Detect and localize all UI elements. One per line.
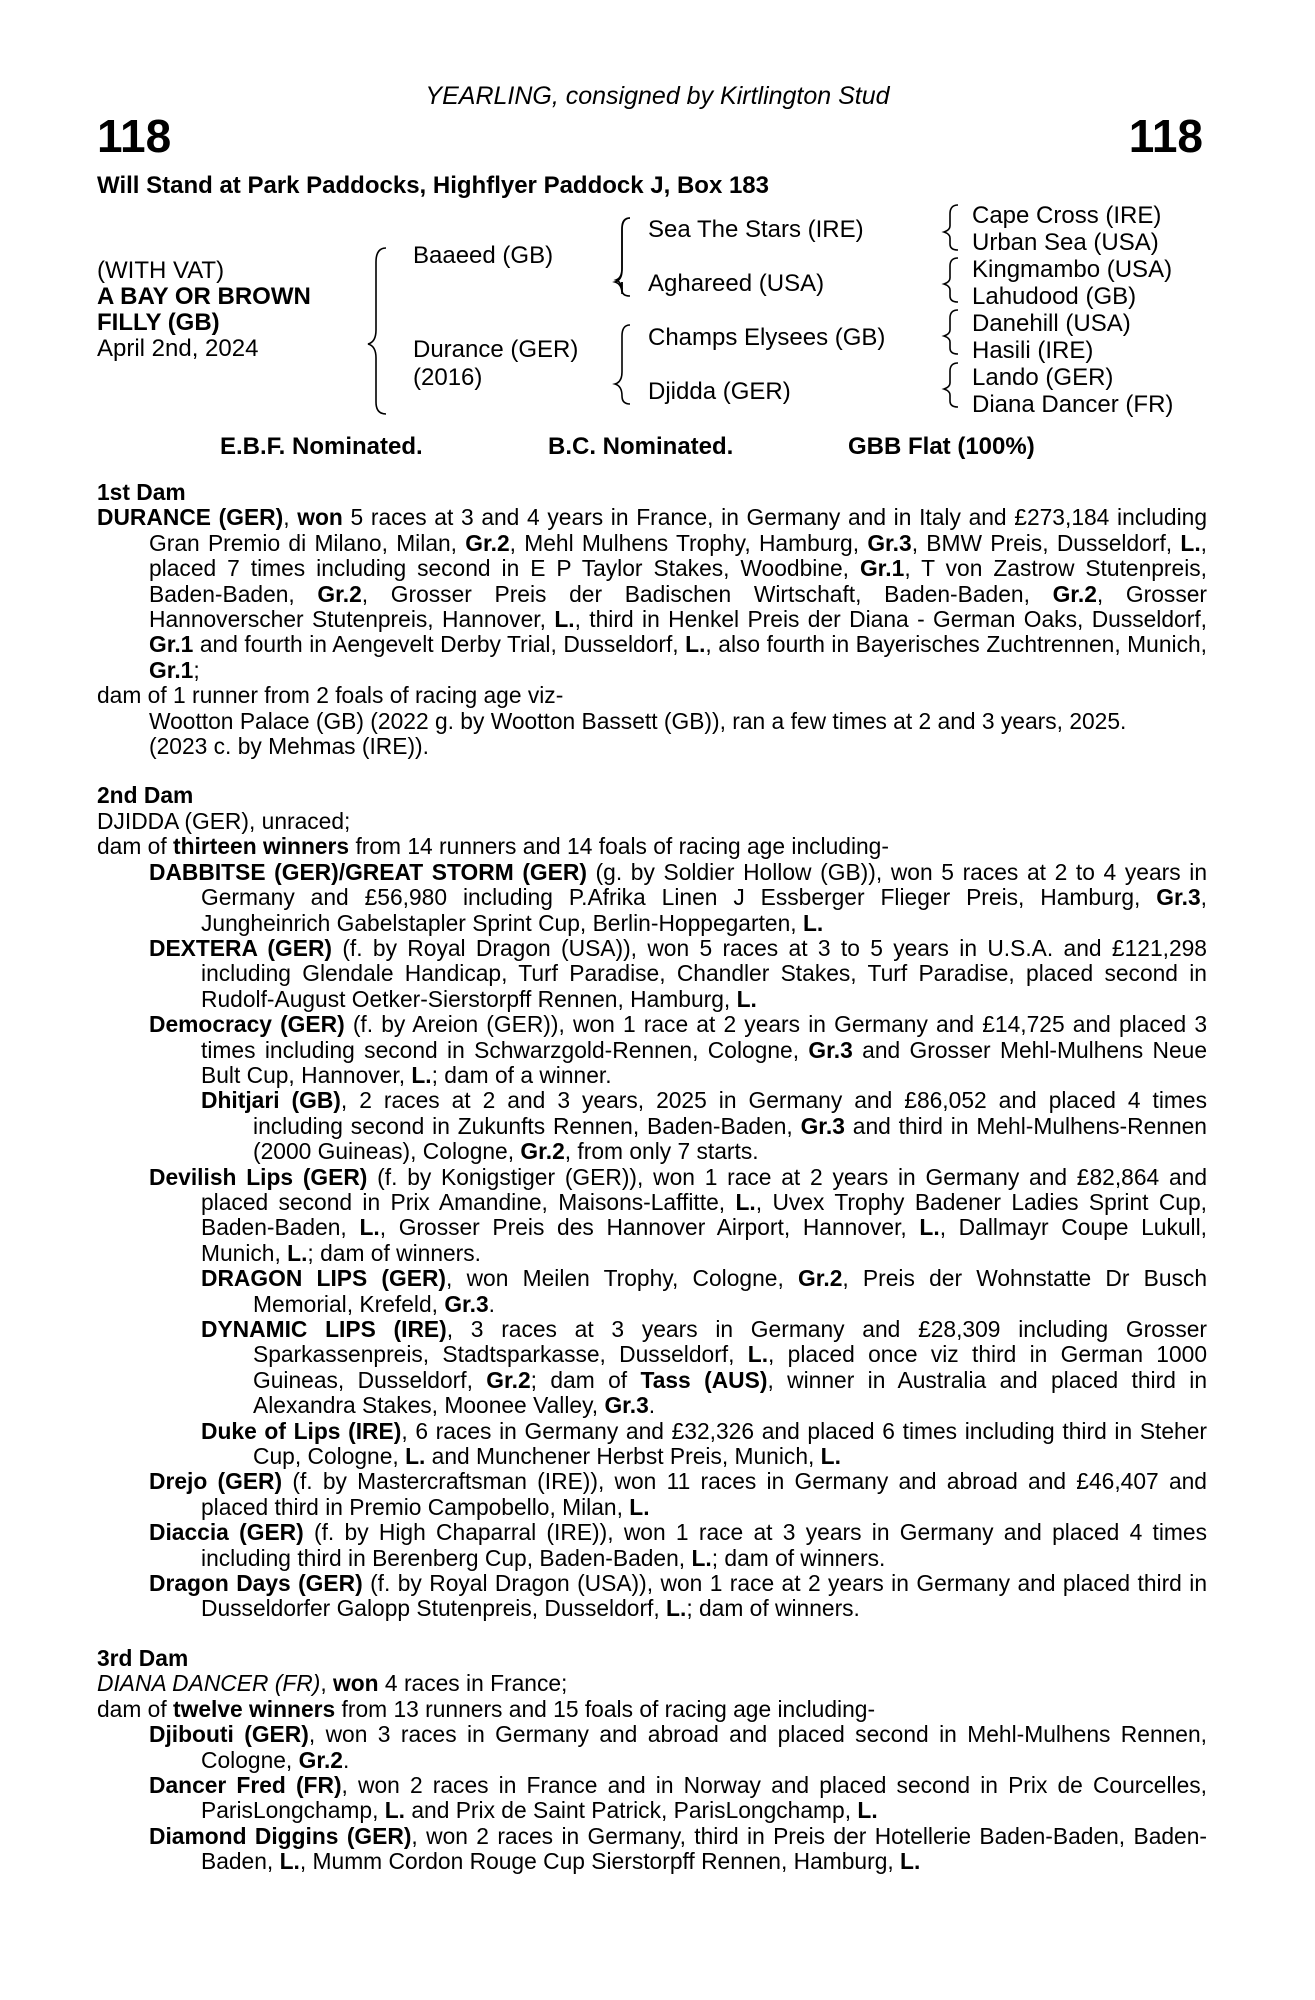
sd-p5-1: (f. by Mastercraftsman (IRE)), won 11 races in Germany and abroad and £46,407 and placed third in Premio Campobello, Milan,	[201, 1468, 1207, 1520]
sd-p3-0: Democracy (GER)	[149, 1011, 345, 1038]
sd-p3a-0: Dhitjari (GB)	[201, 1087, 341, 1114]
third-dam-rest: 4 races in France;	[378, 1670, 568, 1697]
second-dam-produce-7	[149, 1571, 1207, 1622]
catalogue-body	[97, 480, 1207, 1875]
pedigree-g8: Diana Dancer (FR)	[972, 391, 1174, 418]
sd-p1-1: (g. by Soldier Hollow (GB)), won 5 races at 2 to 4 years in Germany and £56,980 including P.Afrika Linen J Essberger Flieger Preis, Hamburg,	[201, 858, 1207, 911]
first-dam-entry: DURANCE (GER), won 5 races at 3 and 4 years in France, in Germany and in Italy and £273,184 including Gran Premio di Milano, Milan, Gr.2, Mehl Mulhens Trophy, Hamburg, Gr.3, BMW Preis, Dusseldorf, L., placed 7 times including second in E P Taylor Stakes, Woodbine, Gr.1, T von Zastrow Stutenpreis, Baden-Baden, Gr.2, Grosser Preis der Badischen Wirtschaft, Baden-Baden, Gr.2, Grosser Hannoverscher Stutenpreis, Hannover, L., third in Henkel Preis der Diana - German Oaks, Dusseldorf, Gr.1 and fourth in Aengevelt Derby Trial, Dusseldorf, L., also fourth in Bayerisches Zuchtrennen, Munich, Gr.1;	[97, 504, 1208, 683]
sd-p3a-4: Gr.2	[520, 1138, 565, 1165]
lot-number-right: 118	[1128, 110, 1203, 162]
sd-p2-1: (f. by Royal Dragon (USA)), won 5 races at 3 to 5 years in U.S.A. and £121,298 including Glendale Handicap, Turf Paradise, Chandler Stakes, Turf Paradise, placed second in Rudolf-August Oetker-Sierstorpff Rennen, Hamburg,	[201, 934, 1207, 1012]
sd-p2-0: DEXTERA (GER)	[149, 934, 332, 961]
fd-t0: 5 races at 3 and 4 years in France, in Germany and in Italy and £273,184 including Gran Premio di Milano, Milan,	[149, 504, 1208, 556]
sd-dam-of-a: dam of	[97, 833, 174, 860]
third-dam-produce-1	[149, 1722, 1207, 1773]
pedigree-dam-sire: Champs Elysees (GB)	[648, 324, 886, 351]
sd-p4-7: , Dallmayr Coupe Lukull, Munich,	[201, 1214, 1208, 1266]
fd-t6: , placed 7 times including second in E P Taylor Stakes, Woodbine,	[149, 529, 1207, 582]
td-p1-3: .	[342, 1746, 350, 1773]
pedigree-g2: Urban Sea (USA)	[972, 229, 1159, 256]
third-dam-dam-of	[97, 1697, 1207, 1722]
sd-p5-0: Drejo (GER)	[149, 1468, 283, 1495]
second-dam-dam-of	[97, 834, 1207, 859]
td-p1-2: Gr.2	[298, 1746, 343, 1773]
first-dam-progeny-1: Wootton Palace (GB) (2022 g. by Wootton Bassett (GB)), ran a few times at 2 and 3 years, 2025.	[149, 707, 1127, 734]
sd-p4a-0: DRAGON LIPS (GER)	[201, 1265, 447, 1292]
pedigree-g3: Kingmambo (USA)	[972, 256, 1173, 283]
fd-t7: Gr.1	[859, 555, 905, 582]
td-p3-0: Diamond Diggins (GER)	[149, 1822, 412, 1849]
bc-nominated: B.C. Nominated.	[548, 433, 734, 460]
sd-dam-of-c: from 14 runners and 14 foals of racing age including-	[349, 833, 889, 860]
sd-p4-0: Devilish Lips (GER)	[149, 1163, 368, 1190]
td-dam-of-a: dam of	[97, 1695, 174, 1722]
sd-p4c-2: L.	[405, 1443, 426, 1470]
sd-p4b-6: Tass (AUS)	[640, 1366, 768, 1393]
sd-p2-2: L.	[736, 985, 757, 1012]
sd-p6-0: Diaccia (GER)	[149, 1519, 304, 1546]
fd-t2: , Mehl Mulhens Trophy, Hamburg,	[509, 529, 868, 556]
pedigree-dam-dam: Djidda (GER)	[648, 378, 791, 405]
sd-p4b-3: , placed once viz third in German 1000 Guineas, Dusseldorf,	[253, 1341, 1207, 1393]
sd-p4b-9: .	[648, 1392, 656, 1419]
pedigree-g5: Danehill (USA)	[972, 310, 1131, 337]
sd-p1-3: , Jungheinrich Gabelstapler Sprint Cup, Berlin-Hoppegarten,	[201, 884, 1207, 936]
sd-p4-4: L.	[359, 1214, 380, 1241]
fd-t19: Gr.1	[149, 656, 194, 683]
sd-p7-2: L.	[666, 1595, 687, 1622]
sd-p3-1: (f. by Areion (GER)), won 1 race at 2 years in Germany and £14,725 and placed 3 times including second in Schwarzgold-Rennen, Cologne,	[201, 1011, 1207, 1063]
sd-p4b-1: , 3 races at 3 years in Germany and £28,309 including Grosser Sparkassenpreis, Stadtsparkasse, Dusseldorf,	[253, 1316, 1207, 1368]
td-dam-of-c: from 13 runners and 15 foals of racing age including-	[335, 1695, 876, 1722]
sd-p7-1: (f. by Royal Dragon (USA)), won 1 race at 2 years in Germany and placed third in Dusseldorfer Galopp Stutenpreis, Dusseldorf,	[201, 1570, 1207, 1622]
third-dam-produce-3	[149, 1824, 1207, 1875]
sd-p1-0: DABBITSE (GER)/GREAT STORM (GER)	[149, 858, 587, 885]
third-dam-title: 3rd Dam	[97, 1644, 189, 1671]
pedigree-sire-dam: Aghareed (USA)	[648, 270, 825, 297]
fd-t8: , T von Zastrow Stutenpreis, Baden-Baden,	[149, 555, 1208, 607]
vat-note: (WITH VAT)	[97, 257, 225, 284]
sd-p3-5: ; dam of a winner.	[431, 1061, 612, 1088]
horse-type-line2: FILLY (GB)	[97, 309, 220, 336]
sd-p1-2: Gr.3	[1156, 884, 1201, 911]
first-dam-name: DURANCE (GER)	[97, 504, 284, 531]
fd-t12: , Grosser Hannoverscher Stutenpreis, Hannover,	[149, 580, 1207, 633]
fd-t5: L.	[1180, 529, 1201, 556]
fd-t9: Gr.2	[317, 580, 362, 607]
sd-p4c-1: , 6 races in Germany and £32,326 and placed 6 times including third in Steher Cup, Cologne,	[253, 1417, 1207, 1470]
first-dam-won: won	[297, 504, 343, 531]
sd-p4a-5: .	[488, 1290, 496, 1317]
third-dam-name-line: DIANA DANCER (FR), won 4 races in France;	[97, 1670, 568, 1697]
pedigree-g7: Lando (GER)	[972, 364, 1114, 391]
pedigree-dam-year: (2016)	[413, 364, 483, 391]
pedigree-g1: Cape Cross (IRE)	[972, 202, 1162, 229]
second-dam-produce-4c	[201, 1419, 1207, 1470]
fd-t11: Gr.2	[1052, 580, 1097, 607]
sd-p3-3: and Grosser Mehl-Mulhens Neue Bult Cup, Hannover,	[201, 1036, 1207, 1088]
first-dam-dam-of: dam of 1 runner from 2 foals of racing age viz-	[97, 682, 564, 709]
td-p2-4: L.	[857, 1797, 878, 1824]
td-dam-of-b: twelve winners	[173, 1695, 336, 1722]
sd-p4-9: ; dam of winners.	[307, 1239, 482, 1266]
second-dam-produce-3	[149, 1012, 1207, 1088]
sd-p1-4: L.	[802, 909, 824, 936]
lot-number-left: 118	[97, 110, 172, 162]
second-dam-produce-4b	[201, 1317, 1207, 1419]
sd-p4b-7: , winner in Australia and placed third in Alexandra Stakes, Moonee Valley,	[253, 1366, 1208, 1419]
second-dam-produce-4	[149, 1165, 1207, 1267]
third-dam-won: won	[333, 1670, 379, 1697]
sd-p4a-3: , Preis der Wohnstatte Dr Busch Memorial, Krefeld,	[253, 1265, 1207, 1317]
second-dam-title: 2nd Dam	[97, 782, 194, 809]
fd-t3: Gr.3	[867, 529, 912, 556]
sd-p4-8: L.	[287, 1239, 308, 1266]
third-dam-name: DIANA DANCER (FR)	[97, 1670, 321, 1697]
sd-p4b-4: Gr.2	[486, 1366, 531, 1393]
sd-p3a-5: , from only 7 starts.	[564, 1138, 759, 1165]
td-p3-4: L.	[900, 1848, 921, 1875]
first-dam-progeny-2: (2023 c. by Mehmas (IRE)).	[149, 733, 429, 760]
fd-t14: , third in Henkel Preis der Diana - German Oaks, Dusseldorf,	[574, 606, 1207, 633]
sd-p4-2: L.	[735, 1188, 756, 1215]
stand-location: Will Stand at Park Paddocks, Highflyer Paddock J, Box 183	[97, 172, 769, 199]
fd-t4: , BMW Preis, Dusseldorf,	[911, 529, 1181, 556]
sd-p4b-0: DYNAMIC LIPS (IRE)	[201, 1316, 447, 1342]
sd-p4c-0: Duke of Lips (IRE)	[201, 1417, 402, 1444]
td-p2-0: Dancer Fred (FR)	[149, 1771, 342, 1798]
fd-t16: and fourth in Aengevelt Derby Trial, Dusseldorf,	[193, 631, 686, 658]
td-p2-2: L.	[384, 1797, 406, 1824]
sd-p6-3: ; dam of winners.	[711, 1544, 886, 1571]
sd-p3a-2: Gr.3	[800, 1112, 845, 1139]
second-dam-produce-3a	[201, 1088, 1207, 1164]
sd-p3a-1: , 2 races at 2 and 3 years, 2025 in Germany and £86,052 and placed 4 times including second in Zukunfts Rennen, Baden-Baden,	[253, 1087, 1207, 1139]
sd-p7-3: ; dam of winners.	[686, 1595, 860, 1622]
sd-p4b-8: Gr.3	[604, 1392, 649, 1419]
sd-p4-6: L.	[919, 1214, 940, 1241]
sd-p4-1: (f. by Konigstiger (GER)), won 1 race at 2 years in Germany and £82,864 and placed second in Prix Amandine, Maisons-Laffitte,	[201, 1163, 1207, 1215]
td-p3-1: , won 2 races in Germany, third in Preis der Hotellerie Baden-Baden, Baden-Baden,	[201, 1822, 1208, 1875]
first-dam-title: 1st Dam	[97, 479, 186, 505]
sd-p4b-5: ; dam of	[530, 1366, 641, 1393]
pedigree-g4: Lahudood (GB)	[972, 283, 1137, 310]
pedigree-g6: Hasili (IRE)	[972, 337, 1094, 364]
td-p3-2: L.	[279, 1848, 300, 1875]
sd-p3-4: L.	[411, 1061, 432, 1088]
fd-t20: ;	[193, 656, 200, 683]
fd-t15: Gr.1	[149, 631, 194, 658]
sd-p4b-2: L.	[747, 1341, 769, 1368]
fd-t13: L.	[554, 606, 575, 633]
catalogue-subtitle: YEARLING, consigned by Kirtlington Stud	[425, 82, 890, 110]
fd-t18: , also fourth in Bayerisches Zuchtrennen, Munich,	[705, 631, 1207, 658]
second-dam-produce-5	[149, 1469, 1207, 1520]
pedigree-dam: Durance (GER)	[413, 336, 579, 363]
sd-p6-1: (f. by High Chaparral (IRE)), won 1 race at 3 years in Germany and placed 4 times including third in Berenberg Cup, Baden-Baden,	[201, 1519, 1207, 1571]
sd-p3a-3: and third in Mehl-Mulhens-Rennen (2000 Guineas), Cologne,	[253, 1112, 1207, 1165]
td-p2-1: , won 2 races in France and in Norway and placed second in Prix de Courcelles, ParisLongchamp,	[201, 1771, 1207, 1824]
horse-type-line1: A BAY OR BROWN	[97, 283, 311, 310]
td-p2-3: and Prix de Saint Patrick, ParisLongchamp,	[405, 1797, 858, 1824]
sd-p4a-1: , won Meilen Trophy, Cologne,	[446, 1265, 799, 1292]
fd-t1: Gr.2	[465, 529, 510, 556]
sd-p4a-4: Gr.3	[444, 1290, 489, 1317]
sd-p4-5: , Grosser Preis des Hannover Airport, Hannover,	[379, 1214, 920, 1241]
pedigree-sire: Baaeed (GB)	[413, 242, 554, 269]
ebf-nominated: E.B.F. Nominated.	[220, 433, 423, 460]
gbb-flat: GBB Flat (100%)	[848, 433, 1035, 460]
td-p1-0: Djibouti (GER)	[149, 1721, 309, 1748]
sd-p3-2: Gr.3	[808, 1036, 853, 1063]
second-dam-produce-2	[149, 936, 1207, 1012]
second-dam-name: DJIDDA (GER), unraced;	[97, 807, 351, 834]
second-dam-produce-6	[149, 1520, 1207, 1571]
sd-p4c-4: L.	[820, 1443, 841, 1470]
sd-p4c-3: and Munchener Herbst Preis, Munich,	[425, 1443, 821, 1470]
fd-t17: L.	[685, 631, 706, 658]
sd-p4-3: , Uvex Trophy Badener Ladies Sprint Cup, Baden-Baden,	[201, 1188, 1208, 1241]
td-p1-1: , won 3 races in Germany and abroad and placed second in Mehl-Mulhens Rennen, Cologne,	[201, 1721, 1207, 1773]
second-dam-produce-1	[149, 860, 1207, 936]
sd-p7-0: Dragon Days (GER)	[149, 1570, 363, 1597]
foaling-date: April 2nd, 2024	[97, 335, 259, 362]
sd-p6-2: L.	[691, 1544, 712, 1571]
td-p3-3: , Mumm Cordon Rouge Cup Sierstorpff Rennen, Hamburg,	[299, 1848, 901, 1875]
sd-p4a-2: Gr.2	[798, 1265, 843, 1292]
second-dam-produce-4a	[201, 1266, 1207, 1317]
pedigree-sire-sire: Sea The Stars (IRE)	[648, 216, 864, 243]
third-dam-produce-2	[149, 1773, 1207, 1824]
fd-t10: , Grosser Preis der Badischen Wirtschaft, Baden-Baden,	[361, 580, 1053, 607]
sd-p5-2: L.	[629, 1493, 650, 1520]
sd-dam-of-b: thirteen winners	[173, 833, 350, 860]
